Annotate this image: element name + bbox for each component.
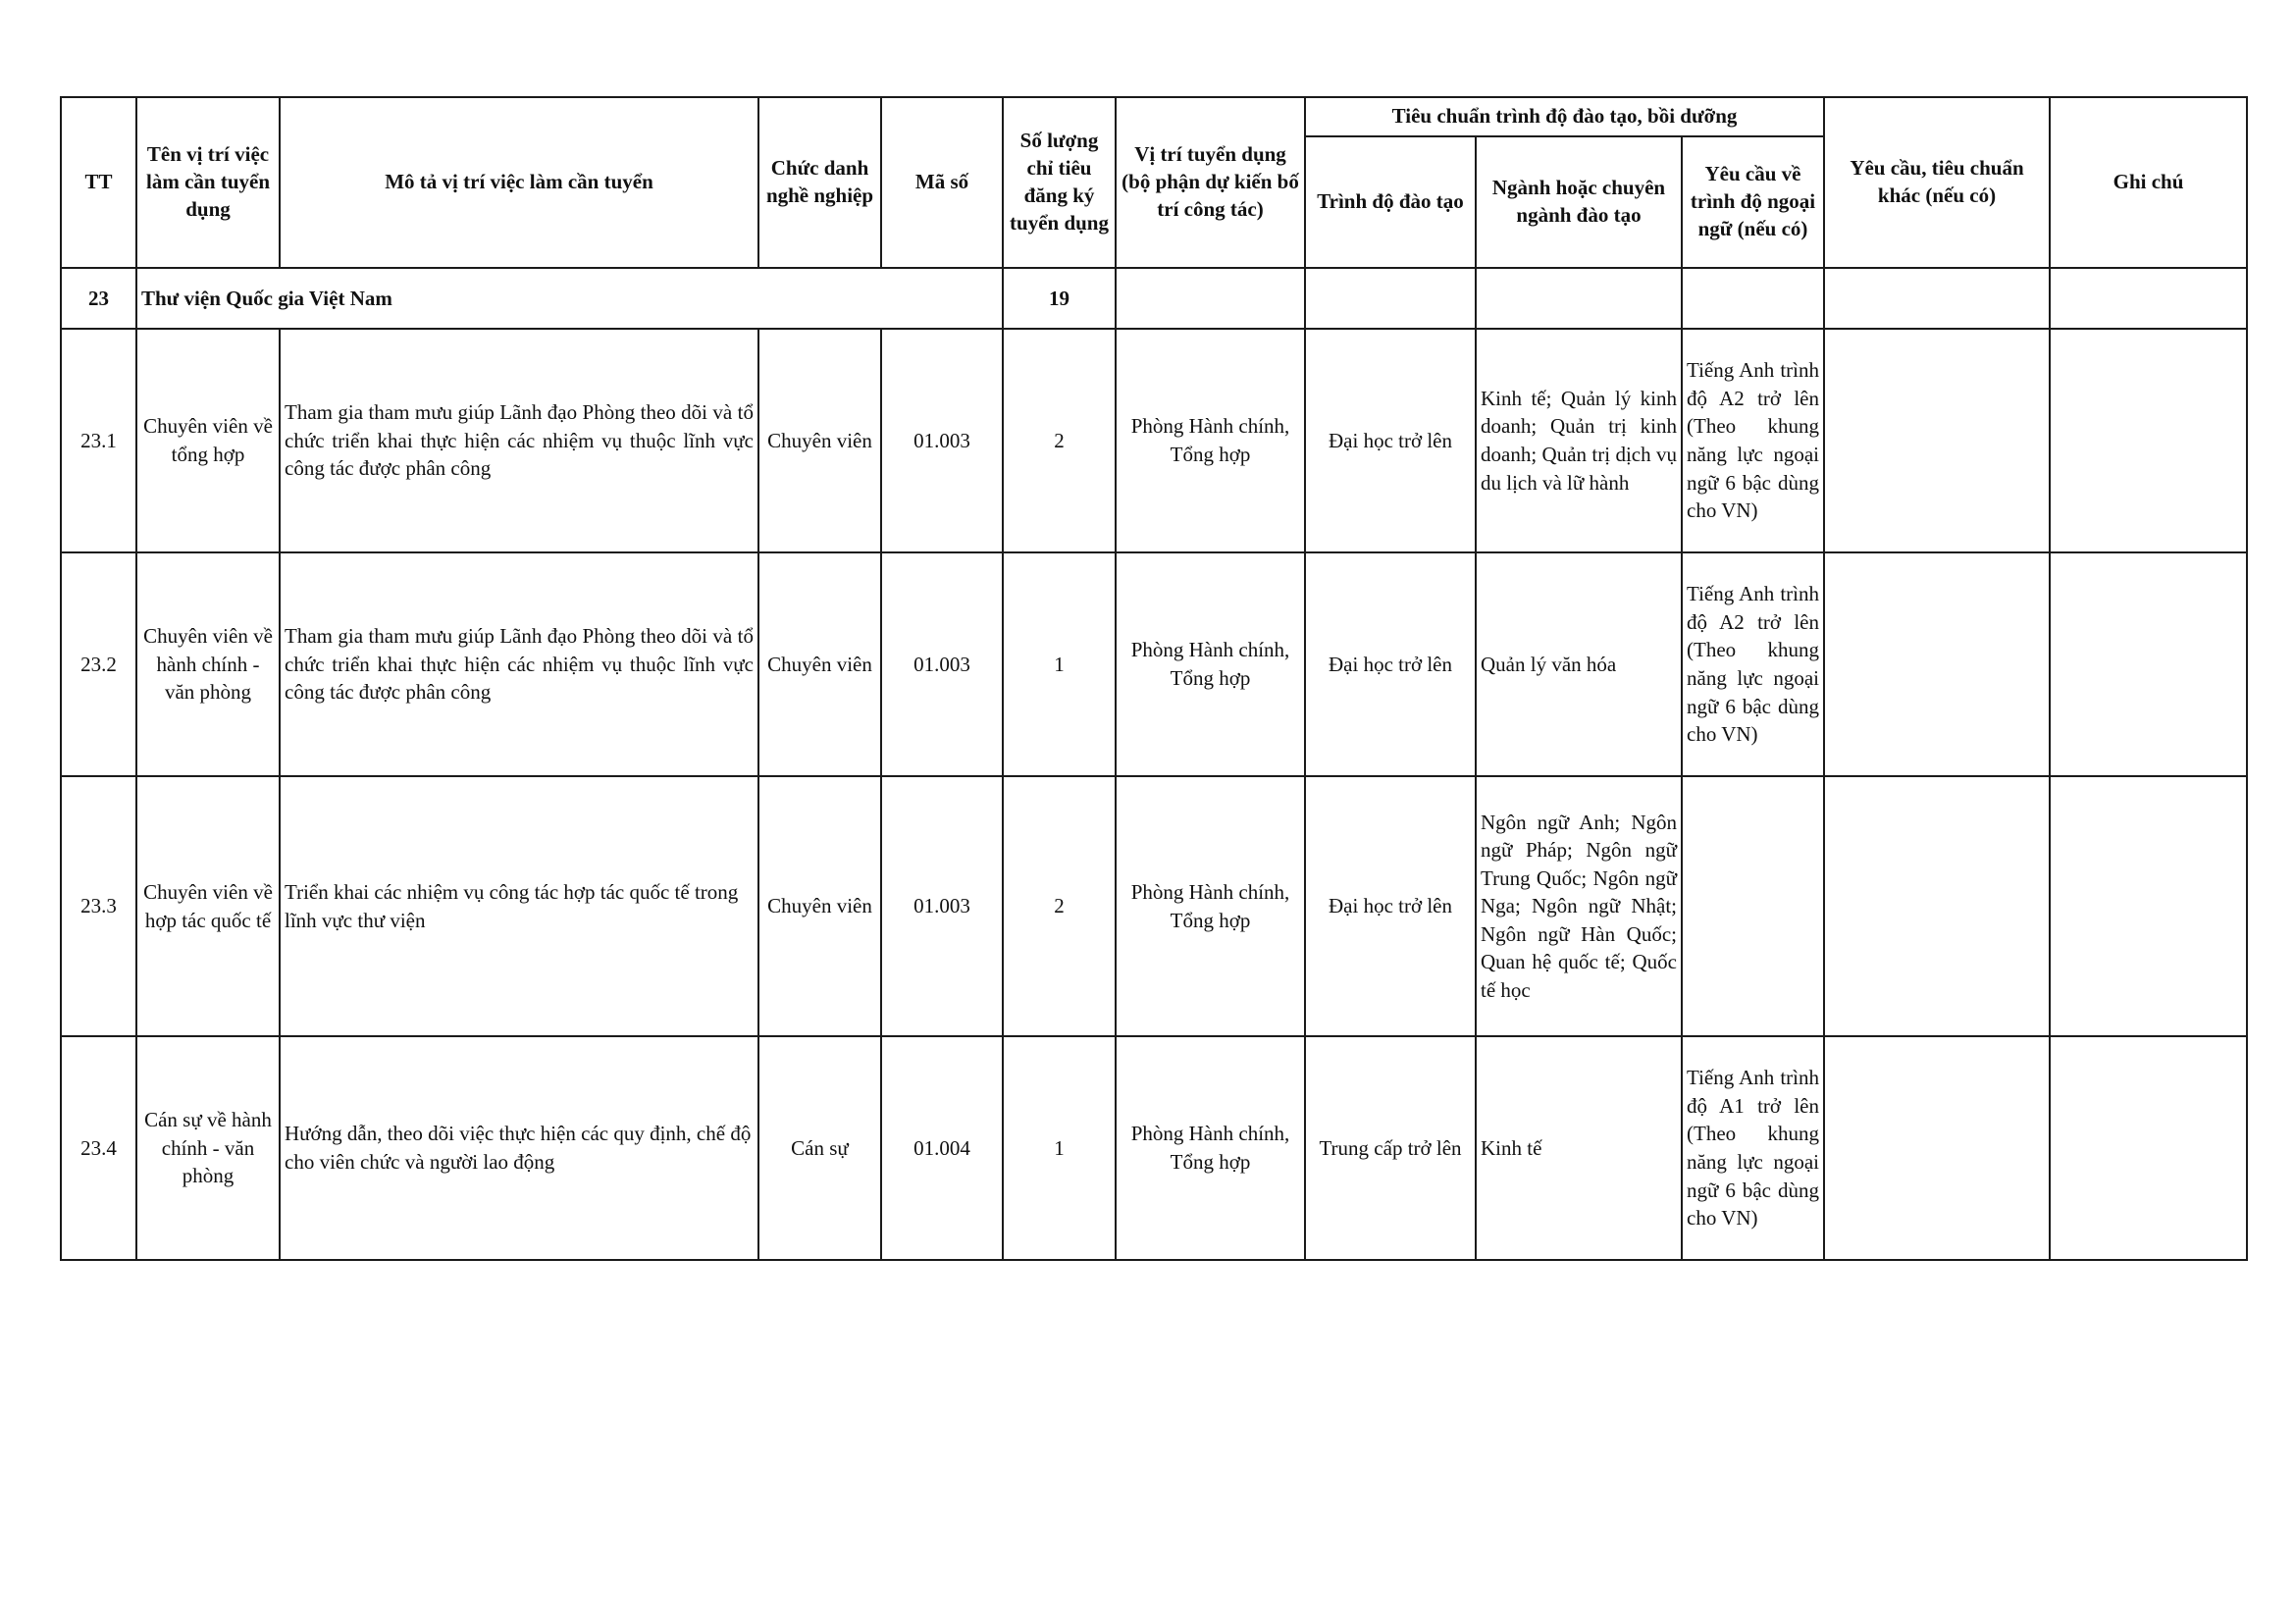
cell-other-requirements — [1824, 552, 2050, 776]
group-empty-cell — [1116, 268, 1305, 329]
cell-job-title: Cán sự — [758, 1036, 881, 1260]
cell-quota: 2 — [1003, 329, 1116, 552]
header-education-level: Trình độ đào tạo — [1305, 136, 1476, 268]
header-notes: Ghi chú — [2050, 97, 2247, 268]
table-header — [61, 97, 2247, 268]
header-major: Ngành hoặc chuyên ngành đào tạo — [1476, 136, 1682, 268]
cell-code: 01.003 — [881, 776, 1003, 1036]
table-row — [61, 552, 2247, 776]
cell-job-title: Chuyên viên — [758, 552, 881, 776]
cell-quota: 1 — [1003, 552, 1116, 776]
cell-notes — [2050, 552, 2247, 776]
table-row — [61, 776, 2247, 1036]
cell-position-name: Chuyên viên về tổng hợp — [136, 329, 280, 552]
cell-foreign-language: Tiếng Anh trình độ A2 trở lên (Theo khung năng lực ngoại ngữ 6 bậc dùng cho VN) — [1682, 329, 1824, 552]
table-row — [61, 329, 2247, 552]
cell-notes — [2050, 329, 2247, 552]
cell-other-requirements — [1824, 1036, 2050, 1260]
cell-quota: 1 — [1003, 1036, 1116, 1260]
recruitment-table — [60, 96, 2248, 1261]
header-job-title: Chức danh nghề nghiệp — [758, 97, 881, 268]
header-code: Mã số — [881, 97, 1003, 268]
cell-code: 01.003 — [881, 552, 1003, 776]
cell-recruitment-position: Phòng Hành chính, Tổng hợp — [1116, 776, 1305, 1036]
cell-foreign-language — [1682, 776, 1824, 1036]
group-empty-cell — [2050, 268, 2247, 329]
cell-tt: 23.4 — [61, 1036, 136, 1260]
cell-notes — [2050, 1036, 2247, 1260]
cell-recruitment-position: Phòng Hành chính, Tổng hợp — [1116, 552, 1305, 776]
cell-position-name: Chuyên viên về hành chính - văn phòng — [136, 552, 280, 776]
cell-notes — [2050, 776, 2247, 1036]
cell-position-name: Cán sự về hành chính - văn phòng — [136, 1036, 280, 1260]
cell-education-level: Đại học trở lên — [1305, 776, 1476, 1036]
header-recruitment-position: Vị trí tuyển dụng (bộ phận dự kiến bố trí công tác) — [1116, 97, 1305, 268]
group-row — [61, 268, 2247, 329]
cell-foreign-language: Tiếng Anh trình độ A2 trở lên (Theo khung năng lực ngoại ngữ 6 bậc dùng cho VN) — [1682, 552, 1824, 776]
group-tt: 23 — [61, 268, 136, 329]
header-other-requirements: Yêu cầu, tiêu chuẩn khác (nếu có) — [1824, 97, 2050, 268]
cell-major: Kinh tế; Quản lý kinh doanh; Quản trị kinh doanh; Quản trị dịch vụ du lịch và lữ hành — [1476, 329, 1682, 552]
cell-education-level: Trung cấp trở lên — [1305, 1036, 1476, 1260]
cell-description: Tham gia tham mưu giúp Lãnh đạo Phòng theo dõi và tổ chức triển khai thực hiện các nhiệm vụ thuộc lĩnh vực công tác được phân công — [280, 552, 758, 776]
header-foreign-language: Yêu cầu về trình độ ngoại ngữ (nếu có) — [1682, 136, 1824, 268]
cell-foreign-language: Tiếng Anh trình độ A1 trở lên (Theo khung năng lực ngoại ngữ 6 bậc dùng cho VN) — [1682, 1036, 1824, 1260]
group-empty-cell — [1682, 268, 1824, 329]
cell-tt: 23.1 — [61, 329, 136, 552]
cell-education-level: Đại học trở lên — [1305, 329, 1476, 552]
cell-code: 01.003 — [881, 329, 1003, 552]
header-quota: Số lượng chỉ tiêu đăng ký tuyển dụng — [1003, 97, 1116, 268]
table-row — [61, 1036, 2247, 1260]
cell-description: Triển khai các nhiệm vụ công tác hợp tác quốc tế trong lĩnh vực thư viện — [280, 776, 758, 1036]
cell-major: Quản lý văn hóa — [1476, 552, 1682, 776]
header-position-name: Tên vị trí việc làm cần tuyển dụng — [136, 97, 280, 268]
cell-position-name: Chuyên viên về hợp tác quốc tế — [136, 776, 280, 1036]
group-name: Thư viện Quốc gia Việt Nam — [136, 268, 1003, 329]
cell-recruitment-position: Phòng Hành chính, Tổng hợp — [1116, 329, 1305, 552]
cell-job-title: Chuyên viên — [758, 329, 881, 552]
cell-major: Kinh tế — [1476, 1036, 1682, 1260]
cell-code: 01.004 — [881, 1036, 1003, 1260]
cell-recruitment-position: Phòng Hành chính, Tổng hợp — [1116, 1036, 1305, 1260]
cell-quota: 2 — [1003, 776, 1116, 1036]
header-tt: TT — [61, 97, 136, 268]
cell-description: Hướng dẫn, theo dõi việc thực hiện các quy định, chế độ cho viên chức và người lao động — [280, 1036, 758, 1260]
table-body — [61, 268, 2247, 1260]
cell-job-title: Chuyên viên — [758, 776, 881, 1036]
group-empty-cell — [1824, 268, 2050, 329]
cell-other-requirements — [1824, 329, 2050, 552]
cell-education-level: Đại học trở lên — [1305, 552, 1476, 776]
group-empty-cell — [1476, 268, 1682, 329]
cell-description: Tham gia tham mưu giúp Lãnh đạo Phòng theo dõi và tổ chức triển khai thực hiện các nhiệm vụ thuộc lĩnh vực công tác được phân công — [280, 329, 758, 552]
cell-tt: 23.2 — [61, 552, 136, 776]
cell-tt: 23.3 — [61, 776, 136, 1036]
group-total: 19 — [1003, 268, 1116, 329]
cell-other-requirements — [1824, 776, 2050, 1036]
cell-major: Ngôn ngữ Anh; Ngôn ngữ Pháp; Ngôn ngữ Trung Quốc; Ngôn ngữ Nga; Ngôn ngữ Nhật; Ngôn ngữ Hàn Quốc; Quan hệ quốc tế; Quốc tế học — [1476, 776, 1682, 1036]
header-description: Mô tả vị trí việc làm cần tuyển — [280, 97, 758, 268]
group-empty-cell — [1305, 268, 1476, 329]
header-training-standards-group: Tiêu chuẩn trình độ đào tạo, bồi dưỡng — [1305, 97, 1824, 136]
